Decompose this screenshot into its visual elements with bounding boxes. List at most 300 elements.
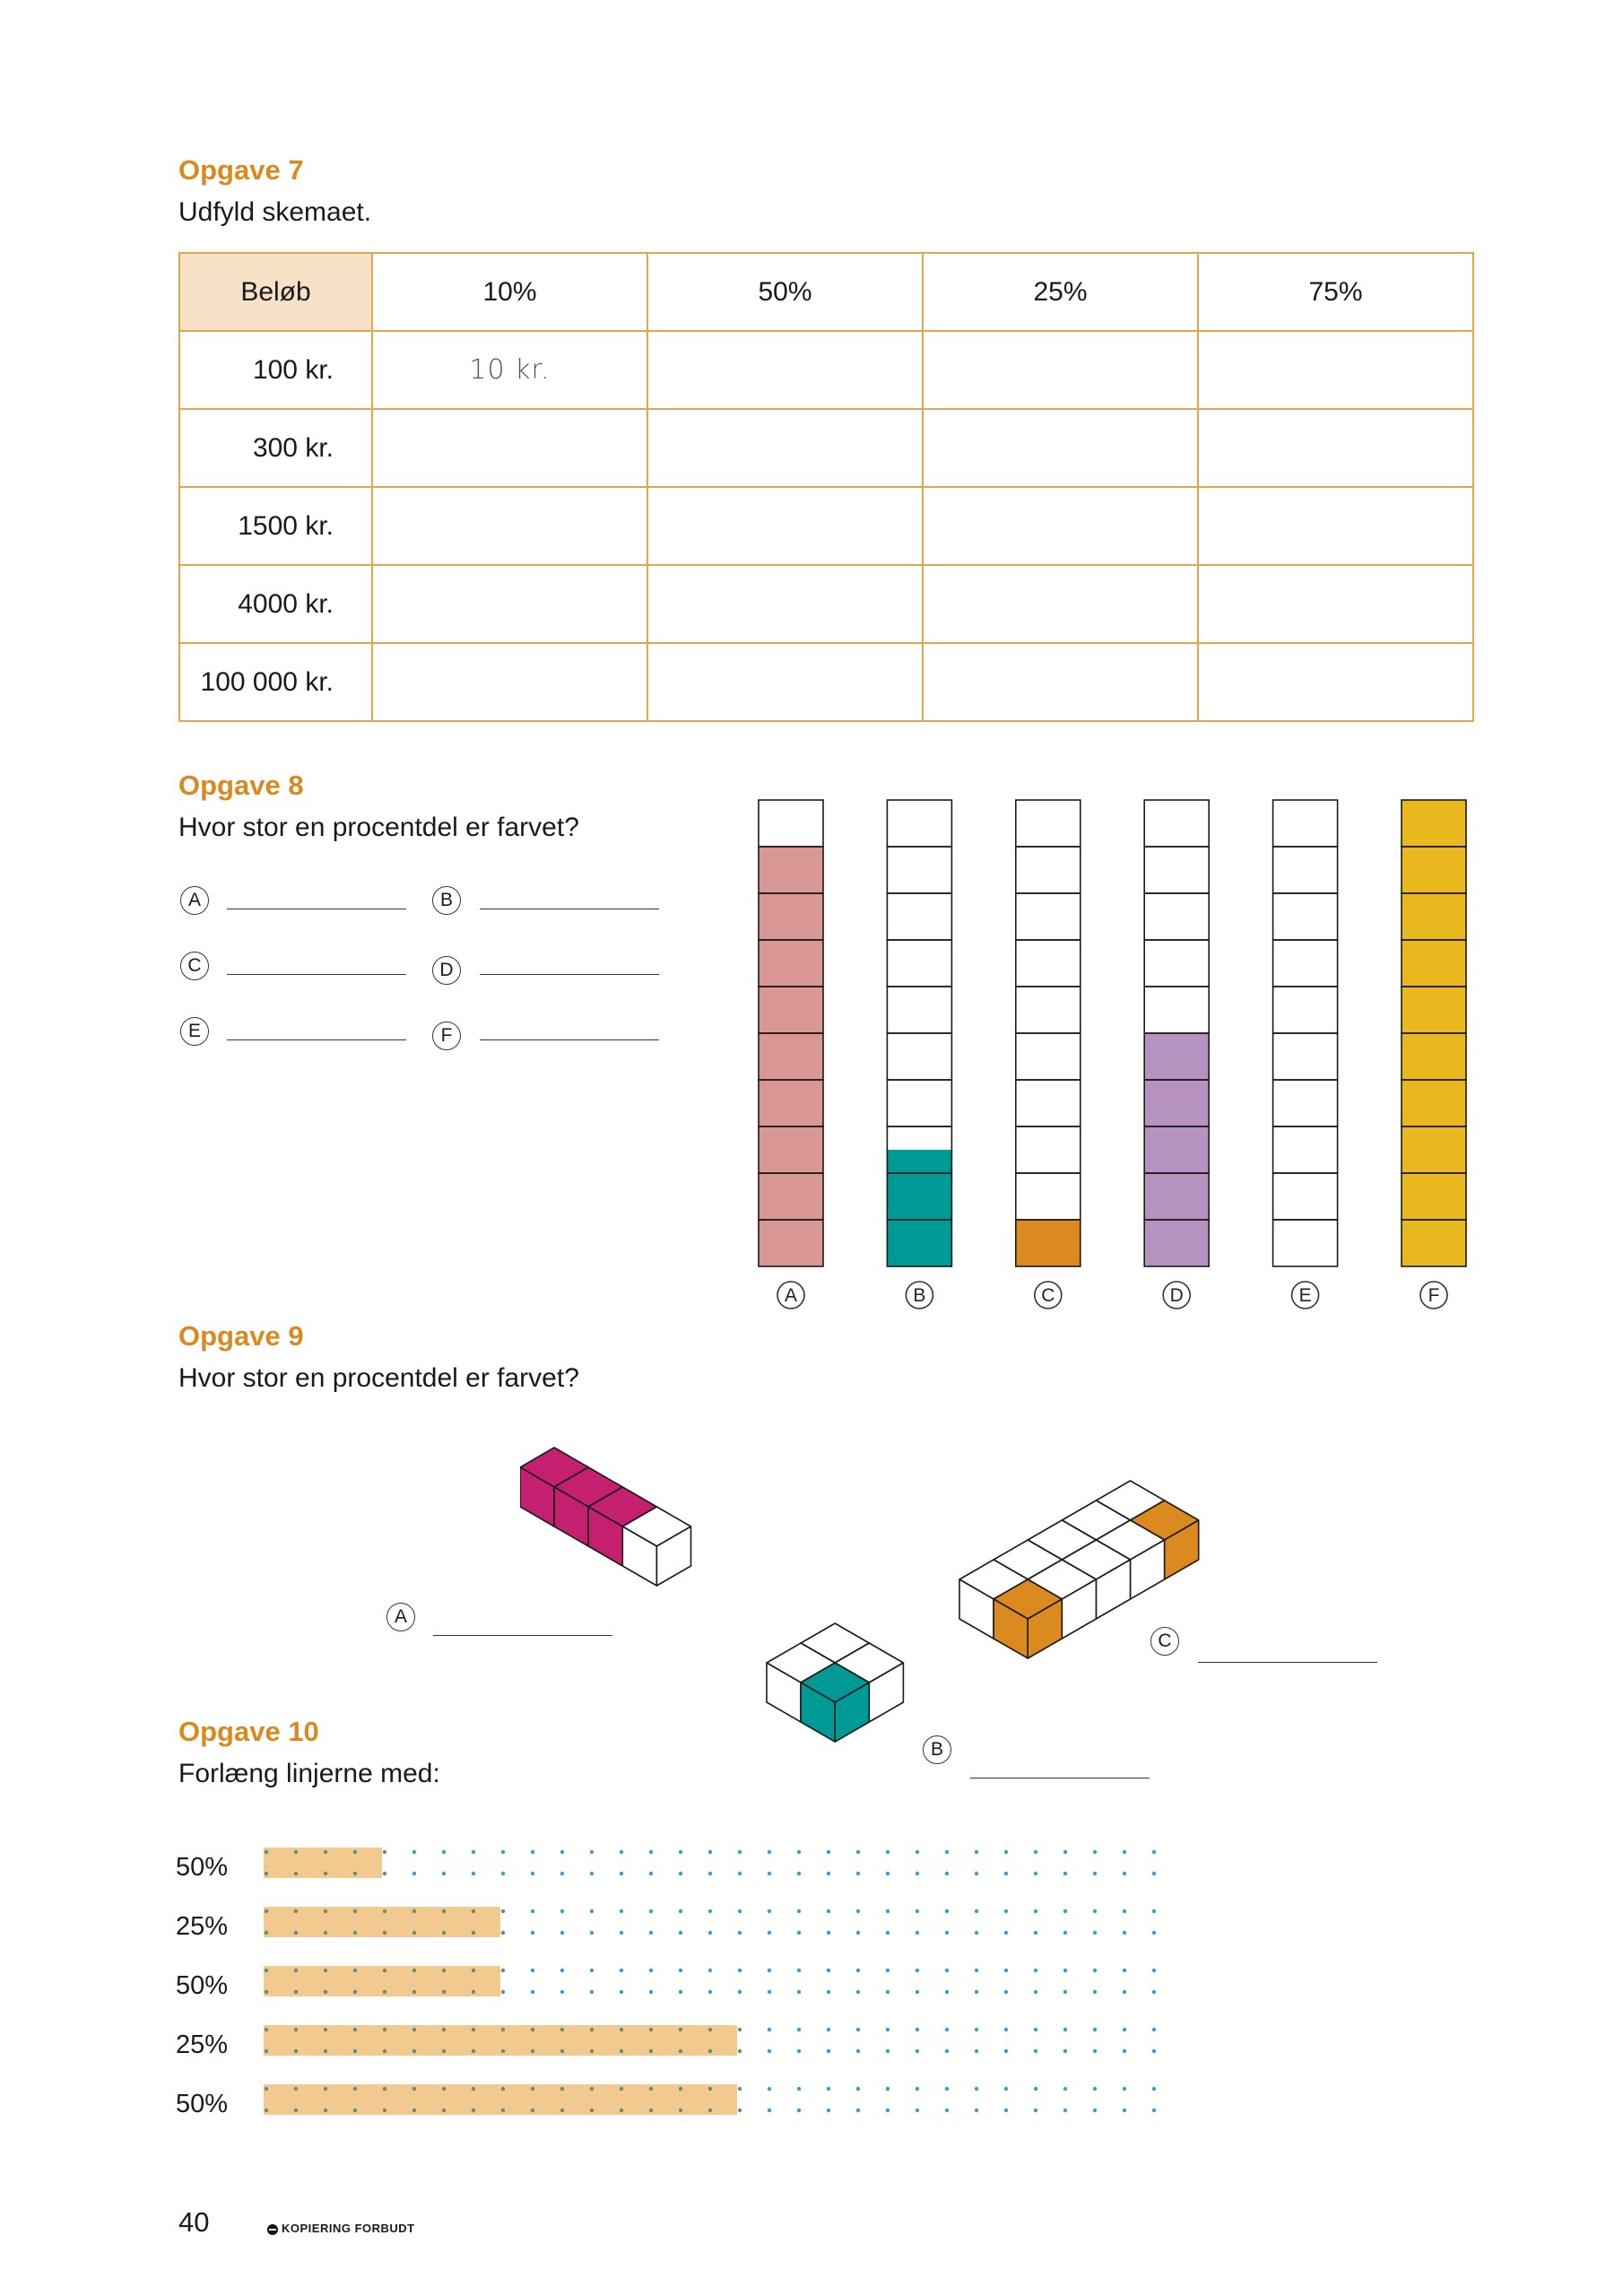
grid-dot — [294, 1931, 298, 1935]
cube-figure-a — [520, 1448, 691, 1586]
grid-dot — [916, 1909, 919, 1913]
grid-dot — [1004, 1990, 1008, 1994]
bar-cell — [1273, 847, 1338, 893]
grid-dot — [265, 2109, 268, 2112]
percent-bar-e — [1273, 800, 1338, 1309]
cube-answer-line-c[interactable] — [1198, 1662, 1377, 1663]
percent-bar-a — [759, 800, 823, 1309]
cube-label-c: C — [1150, 1627, 1179, 1656]
grid-dot — [501, 2087, 505, 2091]
grid-dot — [679, 2028, 682, 2031]
answer-cell[interactable]: 10 kr. — [372, 331, 647, 409]
answer-cell[interactable] — [372, 409, 647, 487]
grid-dot — [649, 2028, 653, 2031]
grid-dot — [353, 1990, 357, 1994]
grid-dot — [1152, 1990, 1156, 1994]
grid-dot — [324, 2087, 327, 2091]
grid-dot — [442, 2049, 446, 2053]
grid-dot — [560, 2028, 564, 2031]
grid-dot — [679, 1909, 682, 1913]
table-header-cell: 75% — [1198, 253, 1473, 331]
grid-dot — [1034, 1969, 1037, 1972]
grid-dot — [324, 2109, 327, 2112]
bar-label: A — [784, 1285, 798, 1306]
grid-dot — [649, 1990, 653, 1994]
grid-dot — [827, 1969, 830, 1972]
answer-cell[interactable] — [1198, 643, 1473, 721]
percent-bar-c — [1016, 800, 1081, 1309]
grid-dot — [501, 1931, 505, 1935]
amount-cell: 100 kr. — [179, 331, 372, 409]
grid-dot — [265, 2028, 268, 2031]
extend-row — [264, 2025, 1156, 2056]
grid-dot — [1034, 1990, 1037, 1994]
grid-dot — [738, 1909, 742, 1913]
grid-dot — [1123, 2049, 1126, 2053]
table-row — [179, 409, 1473, 487]
grid-dot — [797, 1990, 801, 1994]
grid-dot — [1123, 1969, 1126, 1972]
grid-dot — [265, 1931, 268, 1935]
grid-dot — [797, 1850, 801, 1854]
bar-cell — [1273, 940, 1338, 987]
grid-dot — [916, 2049, 919, 2053]
grid-dot — [531, 2028, 534, 2031]
grid-dot — [1152, 2109, 1156, 2112]
grid-dot — [501, 2049, 505, 2053]
grid-dot — [975, 2049, 978, 2053]
grid-dot — [708, 1990, 712, 1994]
percent-bar-b — [887, 800, 951, 1309]
grid-dot — [472, 1969, 475, 1972]
bar-cell — [1273, 987, 1338, 1033]
grid-dot — [472, 1909, 475, 1913]
grid-dot — [324, 1969, 327, 1972]
table-header-cell: 50% — [647, 253, 923, 331]
grid-dot — [1004, 1850, 1008, 1854]
grid-dot — [590, 2087, 594, 2091]
grid-dot — [620, 1931, 623, 1935]
grid-dot — [294, 2109, 298, 2112]
grid-dot — [353, 2109, 357, 2112]
bar-cell — [1016, 1126, 1081, 1173]
given-line — [264, 2025, 737, 2056]
grid-dot — [738, 1850, 742, 1854]
grid-dot — [708, 1872, 712, 1875]
grid-dot — [472, 1850, 475, 1854]
grid-dot — [294, 1872, 298, 1875]
grid-dot — [560, 2109, 564, 2112]
grid-dot — [294, 1850, 298, 1854]
percent-label: 25% — [176, 2031, 229, 2059]
grid-dot — [886, 2049, 890, 2053]
grid-dot — [797, 1931, 801, 1935]
bar-cell — [887, 893, 951, 940]
bar-fill — [887, 1150, 951, 1266]
grid-dot — [827, 2028, 830, 2031]
grid-dot — [1123, 1850, 1126, 1854]
grid-dot — [1152, 1850, 1156, 1854]
line-extension-grid[interactable] — [251, 1830, 1381, 2135]
grid-dot — [649, 1931, 653, 1935]
grid-dot — [1034, 2028, 1037, 2031]
grid-dot — [679, 2087, 682, 2091]
grid-dot — [1063, 2087, 1067, 2091]
grid-dot — [945, 1850, 949, 1854]
given-line — [264, 1848, 382, 1878]
grid-dot — [383, 1969, 386, 1972]
grid-dot — [945, 1990, 949, 1994]
grid-dot — [383, 1931, 386, 1935]
grid-dot — [560, 1909, 564, 1913]
grid-dot — [827, 2087, 830, 2091]
answer-cell[interactable] — [923, 565, 1198, 643]
bar-cell — [1016, 1173, 1081, 1220]
answer-cell[interactable] — [372, 487, 647, 565]
grid-dot — [353, 1872, 357, 1875]
grid-dot — [590, 2109, 594, 2112]
grid-dot — [856, 2087, 860, 2091]
bar-cell — [887, 800, 951, 847]
grid-dot — [501, 2028, 505, 2031]
bar-cell — [887, 940, 951, 987]
copy-notice-text: KOPIERING FORBUDT — [282, 2222, 415, 2235]
extend-row — [264, 1966, 1156, 1996]
grid-dot — [531, 2109, 534, 2112]
grid-dot — [294, 1990, 298, 1994]
answer-cell[interactable] — [647, 487, 923, 565]
grid-dot — [708, 2028, 712, 2031]
grid-dot — [265, 1872, 268, 1875]
grid-dot — [501, 1969, 505, 1972]
grid-dot — [590, 1850, 594, 1854]
grid-dot — [1004, 2049, 1008, 2053]
grid-dot — [412, 1872, 416, 1875]
grid-dot — [1123, 2109, 1126, 2112]
grid-dot — [856, 1909, 860, 1913]
grid-dot — [501, 1850, 505, 1854]
bar-cell — [1144, 800, 1209, 847]
grid-dot — [1004, 2087, 1008, 2091]
grid-dot — [620, 1850, 623, 1854]
cube-label-b: B — [923, 1735, 951, 1764]
grid-dot — [412, 2049, 416, 2053]
grid-dot — [1152, 2049, 1156, 2053]
bar-label: E — [1298, 1285, 1312, 1306]
grid-dot — [1034, 2049, 1037, 2053]
answer-cell[interactable] — [647, 331, 923, 409]
grid-dot — [560, 2087, 564, 2091]
answer-cell[interactable] — [1198, 409, 1473, 487]
grid-dot — [886, 2028, 890, 2031]
bar-cell — [1273, 893, 1338, 940]
grid-dot — [886, 2087, 890, 2091]
grid-dot — [442, 2028, 446, 2031]
grid-dot — [827, 1931, 830, 1935]
grid-dot — [1093, 1990, 1097, 1994]
grid-dot — [856, 1872, 860, 1875]
grid-dot — [353, 1850, 357, 1854]
percent-bars-figure — [753, 798, 1488, 1318]
grid-dot — [560, 1931, 564, 1935]
grid-dot — [945, 2028, 949, 2031]
bar-cell — [887, 847, 951, 893]
answer-cell[interactable] — [647, 643, 923, 721]
grid-dot — [827, 1872, 830, 1875]
grid-dot — [768, 1990, 771, 1994]
grid-dot — [708, 2109, 712, 2112]
grid-dot — [383, 2049, 386, 2053]
grid-dot — [442, 1931, 446, 1935]
grid-dot — [916, 1872, 919, 1875]
grid-dot — [797, 1969, 801, 1972]
grid-dot — [442, 1850, 446, 1854]
grid-dot — [383, 1872, 386, 1875]
grid-dot — [738, 1872, 742, 1875]
grid-dot — [590, 1990, 594, 1994]
grid-dot — [590, 1909, 594, 1913]
grid-dot — [738, 2109, 742, 2112]
grid-dot — [265, 1850, 268, 1854]
grid-dot — [708, 2049, 712, 2053]
grid-dot — [1063, 1850, 1067, 1854]
answer-cell[interactable] — [923, 331, 1198, 409]
bar-label: D — [1169, 1285, 1184, 1306]
bar-fill — [1144, 1033, 1209, 1266]
grid-dot — [1152, 2087, 1156, 2091]
grid-dot — [1063, 1990, 1067, 1994]
bar-cell — [1144, 893, 1209, 940]
grid-dot — [886, 1909, 890, 1913]
grid-dot — [472, 2049, 475, 2053]
grid-dot — [412, 2109, 416, 2112]
grid-dot — [531, 2049, 534, 2053]
grid-dot — [679, 2049, 682, 2053]
table-header-row — [179, 253, 1473, 331]
grid-dot — [1093, 2028, 1097, 2031]
grid-dot — [590, 2028, 594, 2031]
bar-cell — [1273, 1220, 1338, 1266]
grid-dot — [649, 2109, 653, 2112]
page-number: 40 — [178, 2206, 210, 2238]
grid-dot — [975, 2028, 978, 2031]
grid-dot — [708, 1969, 712, 1972]
grid-dot — [708, 1931, 712, 1935]
answer-cell[interactable] — [372, 565, 647, 643]
grid-dot — [975, 1850, 978, 1854]
grid-dot — [412, 1909, 416, 1913]
bar-label: C — [1041, 1285, 1055, 1306]
answer-cell[interactable] — [372, 643, 647, 721]
grid-dot — [412, 2028, 416, 2031]
grid-dot — [738, 2087, 742, 2091]
cube-answer-line-a[interactable] — [433, 1635, 612, 1636]
grid-dot — [679, 1872, 682, 1875]
grid-dot — [472, 1872, 475, 1875]
grid-dot — [590, 2049, 594, 2053]
grid-dot — [560, 1850, 564, 1854]
given-line — [264, 1907, 500, 1937]
bar-cell — [1016, 987, 1081, 1033]
answer-cell[interactable] — [1198, 487, 1473, 565]
bar-cell — [1144, 987, 1209, 1033]
grid-dot — [1093, 2087, 1097, 2091]
given-line — [264, 2084, 737, 2115]
answer-cell[interactable] — [923, 409, 1198, 487]
bar-cell — [1016, 940, 1081, 987]
bar-cell — [1273, 800, 1338, 847]
grid-dot — [353, 2049, 357, 2053]
answer-cell[interactable] — [923, 487, 1198, 565]
grid-dot — [1004, 2109, 1008, 2112]
opgave-9-question: Hvor stor en procentdel er farvet? — [178, 1363, 579, 1393]
grid-dot — [856, 1990, 860, 1994]
grid-dot — [649, 2087, 653, 2091]
grid-dot — [472, 1990, 475, 1994]
grid-dot — [265, 1909, 268, 1913]
grid-dot — [1093, 1969, 1097, 1972]
grid-dot — [501, 2109, 505, 2112]
grid-dot — [1152, 2028, 1156, 2031]
bar-cell — [887, 1033, 951, 1080]
grid-dot — [916, 2028, 919, 2031]
bar-fill — [1016, 1220, 1081, 1266]
grid-dot — [827, 1850, 830, 1854]
grid-dot — [1004, 1909, 1008, 1913]
grid-dot — [531, 1909, 534, 1913]
grid-dot — [738, 1990, 742, 1994]
grid-dot — [1093, 2049, 1097, 2053]
grid-dot — [768, 1850, 771, 1854]
grid-dot — [797, 2028, 801, 2031]
bar-cell — [759, 800, 823, 847]
grid-dot — [1063, 1872, 1067, 1875]
grid-dot — [442, 2109, 446, 2112]
grid-dot — [1004, 2028, 1008, 2031]
grid-dot — [383, 2087, 386, 2091]
table-row — [179, 565, 1473, 643]
bar-cell — [1016, 800, 1081, 847]
answer-cell[interactable] — [647, 409, 923, 487]
grid-dot — [442, 1990, 446, 1994]
grid-dot — [324, 1931, 327, 1935]
grid-dot — [1034, 1850, 1037, 1854]
grid-dot — [708, 2087, 712, 2091]
bar-cell — [1273, 1173, 1338, 1220]
grid-dot — [353, 2028, 357, 2031]
grid-dot — [442, 1909, 446, 1913]
grid-dot — [886, 1969, 890, 1972]
grid-dot — [265, 2087, 268, 2091]
answer-cell[interactable] — [923, 643, 1198, 721]
grid-dot — [827, 2049, 830, 2053]
percent-label: 50% — [176, 1853, 229, 1882]
copy-notice — [267, 2222, 415, 2235]
grid-dot — [1034, 2109, 1037, 2112]
grid-dot — [945, 1909, 949, 1913]
extend-row — [264, 1848, 1156, 1878]
percent-bar-f — [1402, 800, 1466, 1309]
grid-dot — [620, 1990, 623, 1994]
grid-dot — [649, 1909, 653, 1913]
opgave-7-question: Udfyld skemaet. — [178, 197, 372, 227]
grid-dot — [1093, 1909, 1097, 1913]
grid-dot — [265, 2049, 268, 2053]
bar-cell — [1273, 1080, 1338, 1126]
grid-dot — [531, 2087, 534, 2091]
cube-figure-b — [767, 1623, 903, 1742]
grid-dot — [620, 1872, 623, 1875]
grid-dot — [590, 1931, 594, 1935]
grid-dot — [383, 2109, 386, 2112]
cube-answer-line-b[interactable] — [970, 1778, 1150, 1779]
bar-label: F — [1428, 1285, 1440, 1306]
grid-dot — [738, 1931, 742, 1935]
grid-dot — [442, 1969, 446, 1972]
grid-dot — [620, 2087, 623, 2091]
grid-dot — [916, 1990, 919, 1994]
grid-dot — [324, 1909, 327, 1913]
grid-dot — [501, 1909, 505, 1913]
grid-dot — [1093, 1850, 1097, 1854]
grid-dot — [472, 1931, 475, 1935]
opgave-10-title: Opgave 10 — [178, 1716, 319, 1747]
answer-line-f[interactable] — [480, 1039, 659, 1040]
answer-line-c[interactable] — [227, 974, 406, 975]
grid-dot — [649, 1872, 653, 1875]
grid-dot — [1034, 2087, 1037, 2091]
grid-dot — [679, 1990, 682, 1994]
grid-dot — [1034, 1909, 1037, 1913]
grid-dot — [353, 1969, 357, 1972]
grid-dot — [975, 1931, 978, 1935]
grid-dot — [1063, 1931, 1067, 1935]
grid-dot — [383, 1990, 386, 1994]
answer-cell[interactable] — [1198, 565, 1473, 643]
grid-dot — [886, 2109, 890, 2112]
answer-line-e[interactable] — [227, 1039, 406, 1040]
grid-dot — [1034, 1872, 1037, 1875]
grid-dot — [827, 2109, 830, 2112]
grid-dot — [738, 1969, 742, 1972]
answer-label-e: E — [180, 1017, 209, 1046]
percent-label: 50% — [176, 1971, 229, 2000]
answer-line-d[interactable] — [480, 974, 659, 975]
answer-cell[interactable] — [1198, 331, 1473, 409]
grid-dot — [620, 2049, 623, 2053]
grid-dot — [886, 1872, 890, 1875]
answer-label-c: C — [180, 952, 209, 980]
table-header-cell: 25% — [923, 253, 1198, 331]
answer-cell[interactable] — [647, 565, 923, 643]
grid-dot — [886, 1990, 890, 1994]
grid-dot — [383, 1850, 386, 1854]
bar-cell — [1016, 1033, 1081, 1080]
bar-label: B — [913, 1285, 926, 1306]
grid-dot — [1152, 1909, 1156, 1913]
grid-dot — [412, 1990, 416, 1994]
grid-dot — [531, 1969, 534, 1972]
answer-label-b: B — [432, 886, 461, 915]
grid-dot — [916, 1969, 919, 1972]
grid-dot — [353, 2087, 357, 2091]
percent-bar-d — [1144, 800, 1209, 1309]
grid-dot — [856, 1931, 860, 1935]
answer-label-a: A — [180, 886, 209, 915]
grid-dot — [856, 1850, 860, 1854]
grid-dot — [1123, 1931, 1126, 1935]
grid-dot — [560, 1990, 564, 1994]
